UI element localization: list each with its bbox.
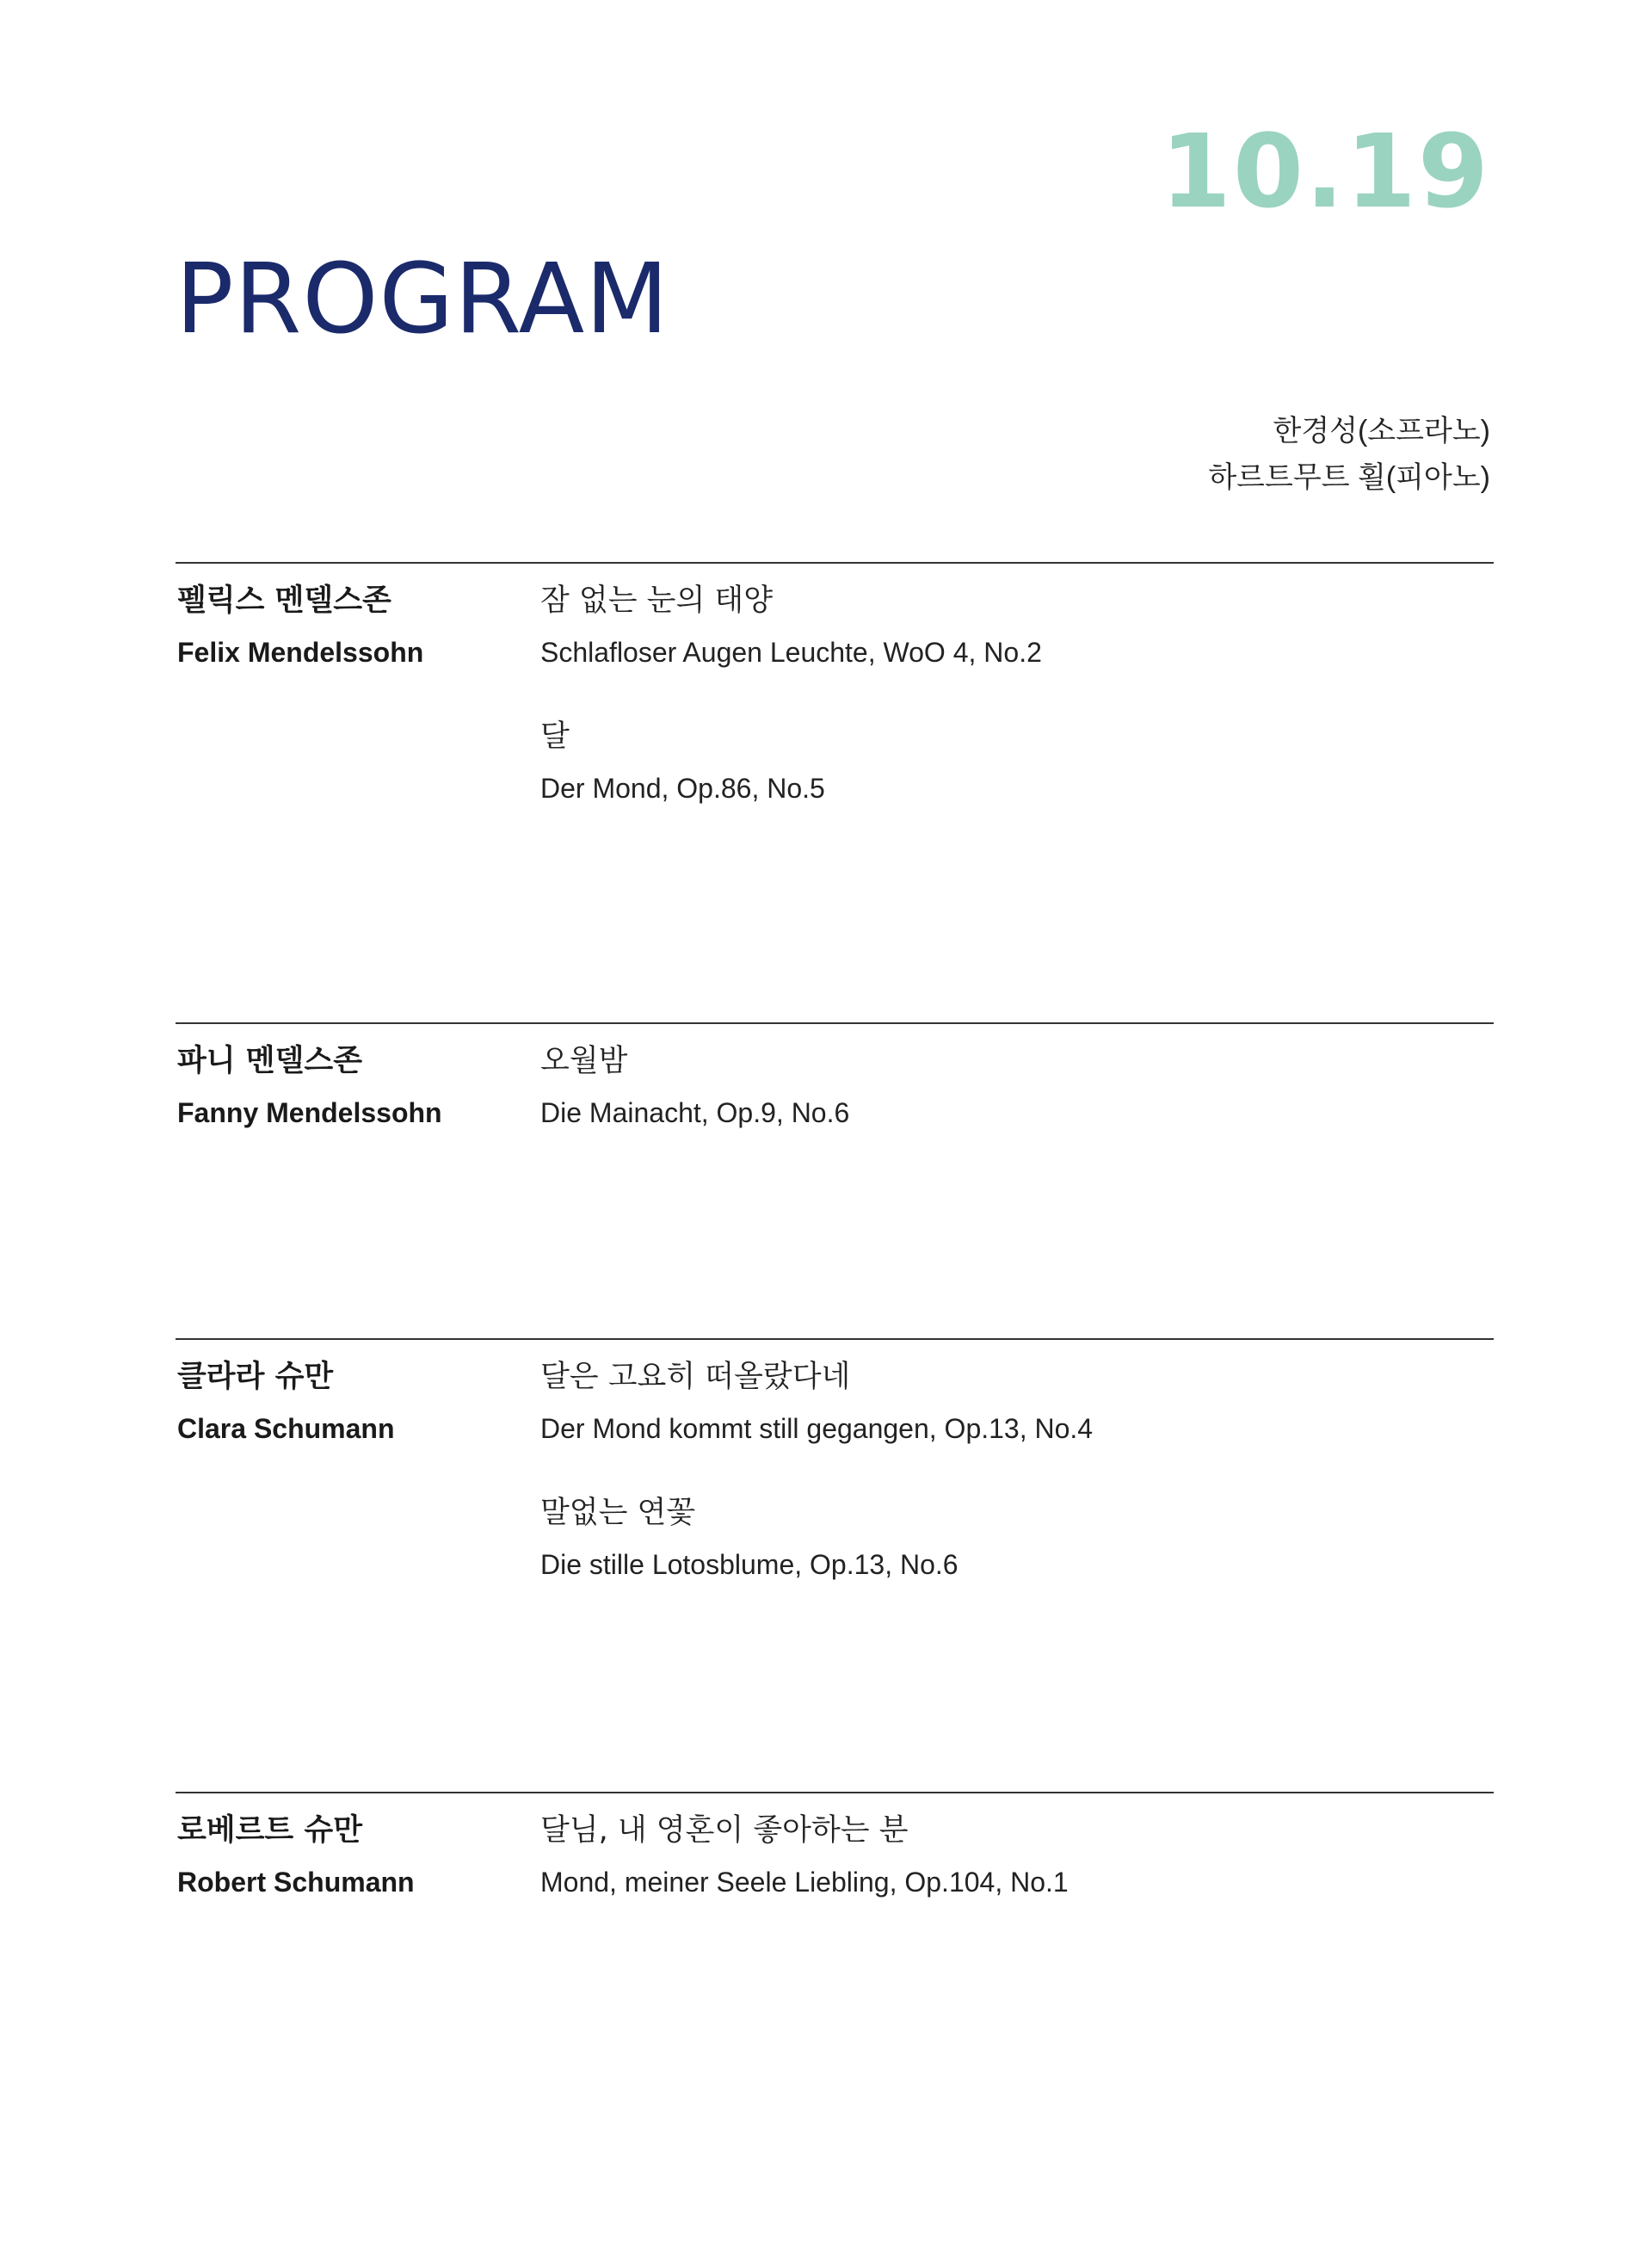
program-section-felix-mendelssohn [176, 562, 1494, 805]
work-title-korean: 말없는 연꽃 [540, 1496, 696, 1531]
performer-piano: 하르트무트 횔(피아노) [1208, 461, 1490, 494]
performers [1208, 408, 1490, 501]
performer-soprano: 한경성(소프라노) [1273, 415, 1490, 447]
work-item [540, 583, 1487, 669]
work-item [540, 1812, 1487, 1898]
works-list [540, 1359, 1487, 1632]
program-section-robert-schumann [176, 1792, 1494, 1898]
work-title-original: Mond, meiner Seele Liebling, Op.104, No.1 [540, 1867, 1069, 1898]
composer-name-english: Robert Schumann [177, 1867, 415, 1898]
work-title-original: Der Mond, Op.86, No.5 [540, 773, 825, 805]
composer-name-korean: 클라라 슈만 [177, 1360, 334, 1394]
concert-date: 10.19 [1160, 112, 1490, 231]
work-item [540, 1043, 1487, 1129]
composer [177, 1359, 521, 1445]
composer-name-english: Fanny Mendelssohn [177, 1097, 442, 1128]
works-list [540, 583, 1487, 855]
works-list [540, 1812, 1487, 1948]
works-list [540, 1043, 1487, 1179]
composer-name-korean: 파니 멘델스존 [177, 1044, 363, 1078]
composer-name-korean: 로베르트 슈만 [177, 1813, 363, 1848]
work-title-original: Die Mainacht, Op.9, No.6 [540, 1097, 850, 1128]
composer [177, 583, 521, 669]
program-section-clara-schumann [176, 1338, 1494, 1581]
work-item [540, 719, 1487, 805]
work-title-korean: 달님, 내 영혼이 좋아하는 분 [540, 1813, 909, 1848]
work-title-original: Schlafloser Augen Leuchte, WoO 4, No.2 [540, 637, 1042, 668]
composer [177, 1043, 521, 1129]
composer-name-korean: 펠릭스 멘델스존 [177, 583, 391, 618]
page-title: PROGRAM [176, 244, 669, 355]
composer-name-english: Felix Mendelssohn [177, 637, 424, 668]
composer-name-english: Clara Schumann [177, 1413, 395, 1444]
work-title-korean: 달 [540, 719, 570, 755]
work-title-korean: 잠 없는 눈의 태양 [540, 583, 774, 618]
work-title-original: Der Mond kommt still gegangen, Op.13, No.4 [540, 1413, 1094, 1444]
program-section-fanny-mendelssohn [176, 1022, 1494, 1128]
composer [177, 1812, 521, 1898]
work-item [540, 1359, 1487, 1445]
work-title-korean: 오월밤 [540, 1044, 628, 1078]
work-item [540, 1495, 1487, 1581]
work-title-korean: 달은 고요히 떠올랐다네 [540, 1360, 851, 1394]
work-title-original: Die stille Lotosblume, Op.13, No.6 [540, 1549, 959, 1581]
